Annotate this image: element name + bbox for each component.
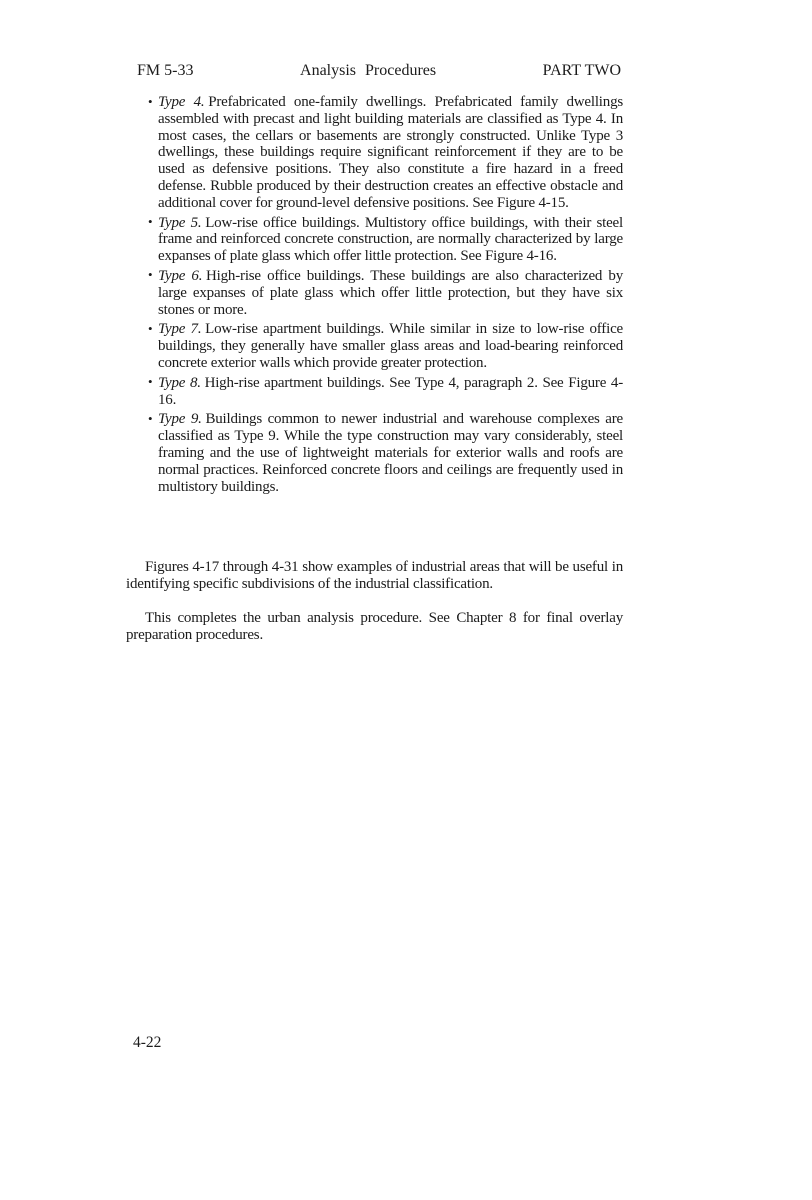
type-7-label: Type 7. xyxy=(158,321,202,338)
list-item-type-6 xyxy=(126,268,623,318)
page-number: 4-22 xyxy=(133,1034,162,1051)
type-8-description: High-rise apartment buildings. See Type 4, paragraph 2. See Figure 4-16. xyxy=(158,374,623,408)
list-item-type-8 xyxy=(126,375,623,409)
list-item-type-5 xyxy=(126,215,623,265)
paragraph-closing: This completes the urban analysis procedure. See Chapter 8 for final overlay preparation procedures. xyxy=(126,610,623,643)
type-8-label: Type 8. xyxy=(158,374,201,391)
type-9-description: Buildings common to newer industrial and warehouse complexes are classified as Type 9. While the type construction may vary considerably, steel framing and the use of lightweight materials for exterior walls and roofs are normal practices. Reinforced concrete floors and ceilings are frequently used in multistory buildings. xyxy=(158,411,623,495)
header-title: Analysis Procedures xyxy=(300,62,437,79)
type-7-description: Low-rise apartment buildings. While similar in size to low-rise office buildings, they generally have smaller glass areas and load-bearing reinforced concrete exterior walls which provide greater protection. xyxy=(158,321,623,371)
paragraph-figures-note: Figures 4-17 through 4-31 show examples of industrial areas that will be useful in identifying specific subdivisions of the industrial classification. xyxy=(126,559,623,592)
type-4-description: Prefabricated one-family dwellings. Prefabricated family dwellings assembled with precast and light building materials are classified as Type 4. In most cases, the cellars or basements are strongly constructed. Unlike Type 3 dwellings, these buildings require significant reinforcement if they are to be used as defensive positions. They also constitute a fire hazard in a freed defense. Rubble produced by their destruction creates an effective obstacle and additional cover for ground-level defensive positions. See Figure 4-15. xyxy=(158,94,624,211)
type-9-label: Type 9. xyxy=(158,411,202,428)
page-header xyxy=(137,62,621,79)
list-item-type-4 xyxy=(126,94,623,212)
type-6-description: High-rise office buildings. These buildings are also characterized by large expanses of plate glass which offer little protection, but they have six stones or more. xyxy=(158,267,623,318)
type-4-label: Type 4. xyxy=(158,94,205,110)
type-5-description: Low-rise office buildings. Multistory office buildings, with their steel frame and reinforced concrete construction, are normally characterized by large expanses of plate glass which offer little protection. See Figure 4-16. xyxy=(158,214,623,265)
header-part-label: PART TWO xyxy=(542,62,621,79)
list-item-type-9 xyxy=(126,411,623,495)
building-type-list xyxy=(126,94,623,498)
header-doc-id: FM 5-33 xyxy=(137,62,194,79)
type-6-label: Type 6. xyxy=(158,267,203,284)
list-item-type-7 xyxy=(126,321,623,371)
type-5-label: Type 5. xyxy=(158,214,202,231)
